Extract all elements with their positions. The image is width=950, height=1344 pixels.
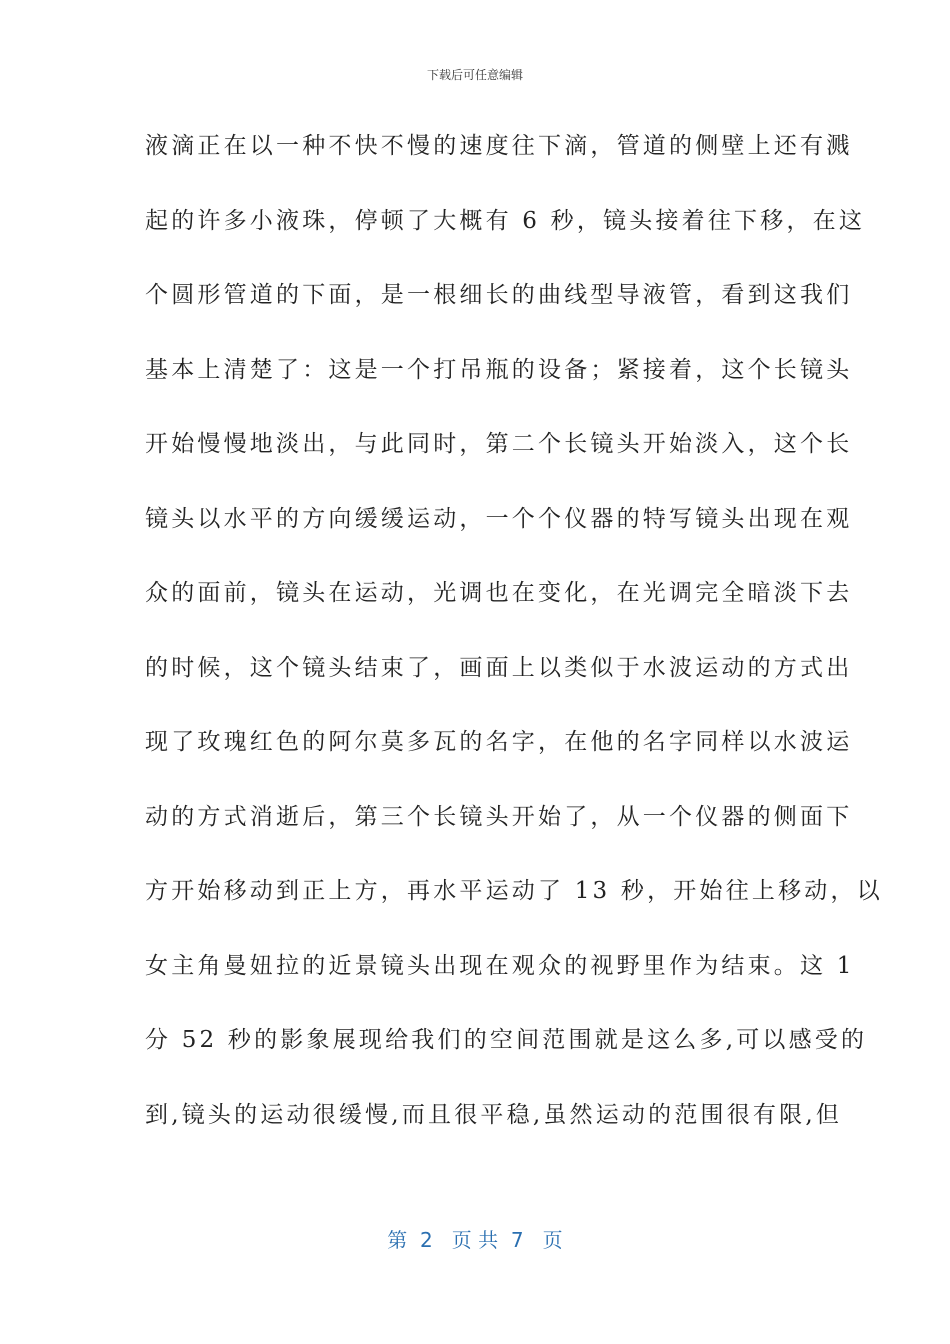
body-line-9: 现了玫瑰红色的阿尔莫多瓦的名字，在他的名字同样以水波运 [145,729,853,755]
body-line-11: 方开始移动到正上方，再水平运动了 13 秒，开始往上移动，以 [145,878,883,904]
body-line-13: 分 52 秒的影象展现给我们的空间范围就是这么多,可以感受的 [145,1027,868,1053]
body-line-12: 女主角曼妞拉的近景镜头出现在观众的视野里作为结束。这 1 [145,952,855,979]
body-line-3: 个圆形管道的下面，是一根细长的曲线型导液管，看到这我们 [145,282,853,308]
header-note: 下载后可任意编辑 [426,68,523,82]
body-line-4: 基本上清楚了：这是一个打吊瓶的设备；紧接着，这个长镜头 [145,356,853,383]
body-line-7: 众的面前，镜头在运动，光调也在变化，在光调完全暗淡下去 [145,580,853,606]
body-line-8: 的时候，这个镜头结束了，画面上以类似于水波运动的方式出 [145,654,853,681]
body-text [145,118,883,1161]
page-number-footer: 第 2 页 共 7 页 [387,1228,563,1252]
body-line-1: 液滴正在以一种不快不慢的速度往下滴，管道的侧壁上还有溅 [145,133,853,159]
body-line-14: 到,镜头的运动很缓慢,而且很平稳,虽然运动的范围很有限,但 [145,1101,843,1128]
body-line-6: 镜头以水平的方向缓缓运动，一个个仪器的特写镜头出现在观 [145,505,853,532]
body-line-10: 动的方式消逝后，第三个长镜头开始了，从一个仪器的侧面下 [145,803,853,830]
body-line-5: 开始慢慢地淡出，与此同时，第二个长镜头开始淡入，这个长 [145,431,853,457]
body-line-2: 起的许多小液珠，停顿了大概有 6 秒，镜头接着往下移，在这 [145,207,866,234]
